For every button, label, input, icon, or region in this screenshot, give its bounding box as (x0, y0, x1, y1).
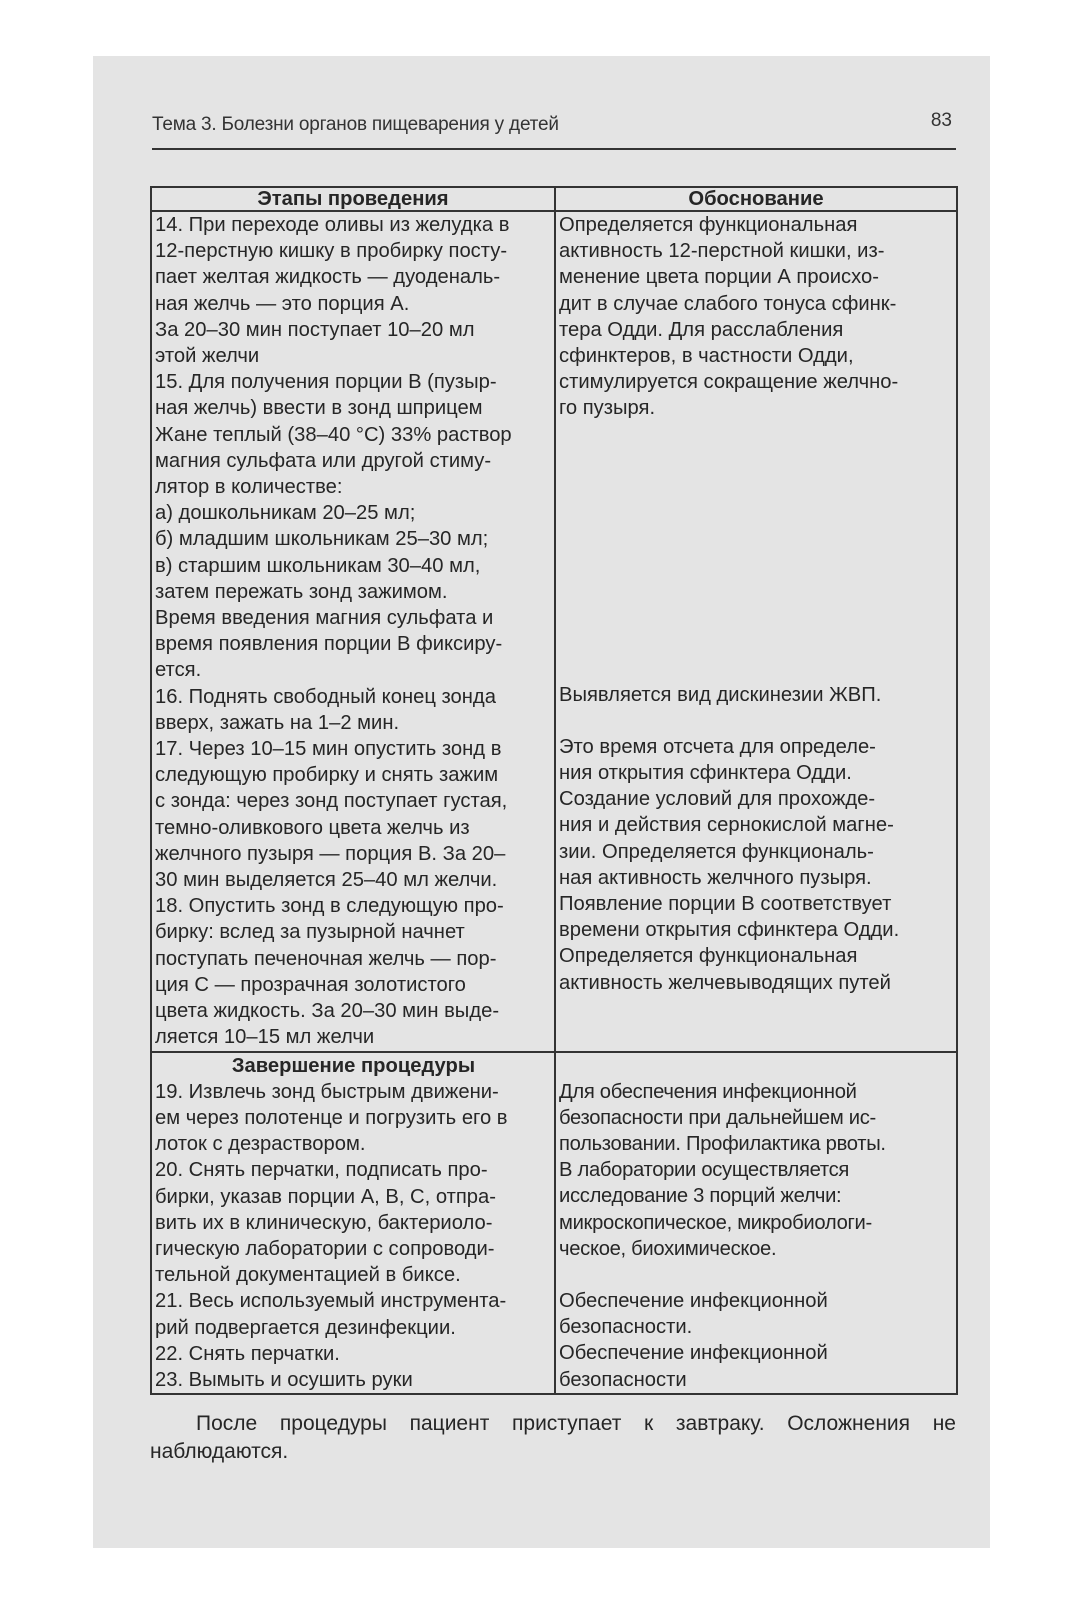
stages-cell (151, 211, 555, 1052)
running-header (152, 108, 956, 150)
text-line: ния и действия сернокислой магне- (559, 814, 894, 837)
rationale-block-4 (559, 1079, 954, 1262)
text-line: ция С — прозрачная золотистого (155, 973, 466, 996)
text-line: 22. Снять перчатки. (155, 1342, 340, 1365)
text-line: ляется 10–15 мл желчи (155, 1026, 375, 1049)
table-row (151, 1052, 957, 1395)
text-line: вверх, зажать на 1–2 мин. (155, 711, 400, 734)
text-line: пользовании. Профилактика рвоты. (559, 1132, 886, 1155)
table-header-row (151, 187, 957, 211)
text-line: активность желчевыводящих путей (559, 971, 891, 994)
table-row (151, 211, 957, 1052)
text-line: ческое, биохимическое. (559, 1237, 777, 1260)
text-line: времени открытия сфинктера Одди. (559, 919, 900, 942)
rationale-cell (555, 1052, 957, 1395)
text-line: зии. Определяется функциональ- (559, 840, 874, 863)
text-line: безопасности. (559, 1316, 693, 1339)
text-line: дит в случае слабого тонуса сфинк- (559, 292, 897, 315)
text-line: 19. Извлечь зонд быстрым движени- (155, 1080, 499, 1103)
text-line: бирку: вслед за пузырной начнет (155, 921, 465, 944)
col-header-stages: Этапы проведения (151, 187, 555, 211)
text-line: затем пережать зонд зажимом. (155, 580, 448, 603)
page-number: 83 (930, 110, 952, 131)
text-line: 16. Поднять свободный конец зонда (155, 685, 496, 708)
text-line: 17. Через 10–15 мин опустить зонд в (155, 738, 502, 761)
text-line: в) старшим школьникам 30–40 мл, (155, 554, 481, 577)
text-line: Обеспечение инфекционной (559, 1289, 828, 1312)
text-line: ем через полотенце и погрузить его в (155, 1106, 508, 1129)
rationale-block-1 (559, 212, 954, 422)
text-line: гическую лаборатории с сопроводи- (155, 1237, 495, 1260)
text-line: исследование 3 порций желчи: (559, 1185, 842, 1208)
text-line: менение цвета порции А происхо- (559, 266, 879, 289)
text-line: поступать печеночная желчь — пор- (155, 947, 497, 970)
text-line: активность 12-перстной кишки, из- (559, 240, 885, 263)
text-line: рий подвергается дезинфекции. (155, 1316, 456, 1339)
text-line: бирки, указав порции А, В, С, отпра- (155, 1185, 496, 1208)
text-line: а) дошкольникам 20–25 мл; (155, 502, 416, 525)
rationale-block-3 (559, 734, 954, 996)
text-line: Время введения магния сульфата и (155, 607, 494, 630)
text-line: 20. Снять перчатки, подписать про- (155, 1159, 488, 1182)
rationale-cell (555, 211, 957, 1052)
text-line: сфинктеров, в частности Одди, (559, 345, 854, 368)
text-line: В лаборатории осуществляется (559, 1159, 850, 1182)
text-line: с зонда: через зонд поступает густая, (155, 790, 508, 813)
text-line: 21. Весь используемый инструмента- (155, 1290, 507, 1313)
text-line: ется. (155, 659, 202, 682)
text-line: тера Одди. Для расслабления (559, 318, 844, 341)
stages-cell (151, 1052, 555, 1395)
text-line: б) младшим школьникам 25–30 мл; (155, 528, 489, 551)
text-line: Определяется функциональная (559, 945, 858, 968)
text-line: Выявляется вид дискинезии ЖВП. (559, 683, 882, 706)
stages-block-1 (155, 212, 552, 1051)
closing-line-1: После процедуры пациент приступает к завтраку. Осложнения не (196, 1412, 956, 1435)
text-line: следующую пробирку и снять зажим (155, 764, 499, 787)
rationale-block-6 (559, 1340, 954, 1392)
text-line: время появления порции В фиксиру- (155, 633, 503, 656)
text-line: микроскопическое, микробиологи- (559, 1211, 872, 1234)
text-line: 12-перстную кишку в пробирку посту- (155, 240, 508, 263)
text-line: 23. Вымыть и осушить руки (155, 1368, 413, 1391)
text-line: стимулируется сокращение желчно- (559, 371, 899, 394)
text-line: лоток с дезраствором. (155, 1133, 366, 1156)
text-line: 15. Для получения порции В (пузыр- (155, 371, 497, 394)
header-topic: Тема 3. Болезни органов пищеварения у детей (152, 114, 559, 135)
text-line: Определяется функциональная (559, 214, 858, 236)
section-title-completion: Завершение процедуры (231, 1054, 476, 1077)
text-line: ная желчь) ввести в зонд шприцем (155, 397, 483, 420)
text-line: вить их в клиническую, бактериоло- (155, 1211, 493, 1234)
text-line: безопасности (559, 1368, 687, 1391)
text-line: лятор в количестве: (155, 476, 343, 499)
text-line: Появление порции В соответствует (559, 893, 892, 916)
text-line: тельной документацией в биксе. (155, 1264, 461, 1287)
text-line: желчного пузыря — порция В. За 20– (155, 842, 506, 865)
text-line: ная активность желчного пузыря. (559, 866, 872, 889)
text-line: Создание условий для прохожде- (559, 788, 876, 811)
rationale-block-2 (559, 682, 954, 708)
text-line: го пузыря. (559, 397, 656, 420)
stages-block-2 (155, 1079, 552, 1393)
closing-paragraph (150, 1410, 956, 1466)
text-line: Это время отсчета для определе- (559, 735, 876, 758)
text-line: пает желтая жидкость — дуоденаль- (155, 266, 501, 289)
text-line: магния сульфата или другой стиму- (155, 449, 492, 472)
text-line: этой желчи (155, 345, 260, 368)
text-line: безопасности при дальнейшем ис- (559, 1106, 876, 1129)
text-line: 30 мин выделяется 25–40 мл желчи. (155, 869, 498, 892)
text-line: темно-оливкового цвета желчь из (155, 816, 470, 839)
col-header-rationale: Обоснование (555, 187, 957, 211)
text-line: За 20–30 мин поступает 10–20 мл (155, 318, 475, 341)
procedure-table (150, 186, 958, 1395)
text-line: цвета жидкость. За 20–30 мин выде- (155, 1000, 500, 1023)
text-line: Жане теплый (38–40 °С) 33% раствор (155, 423, 512, 446)
text-line: Обеспечение инфекционной (559, 1342, 828, 1365)
text-line: ная желчь — это порция А. (155, 292, 410, 315)
text-line: Для обеспечения инфекционной (559, 1080, 857, 1103)
closing-line-2: наблюдаются. (150, 1440, 289, 1463)
text-line: 18. Опустить зонд в следующую про- (155, 895, 504, 918)
text-line: ния открытия сфинктера Одди. (559, 762, 852, 785)
rationale-block-5 (559, 1288, 954, 1340)
text-line: 14. При переходе оливы из желудка в (155, 214, 510, 236)
